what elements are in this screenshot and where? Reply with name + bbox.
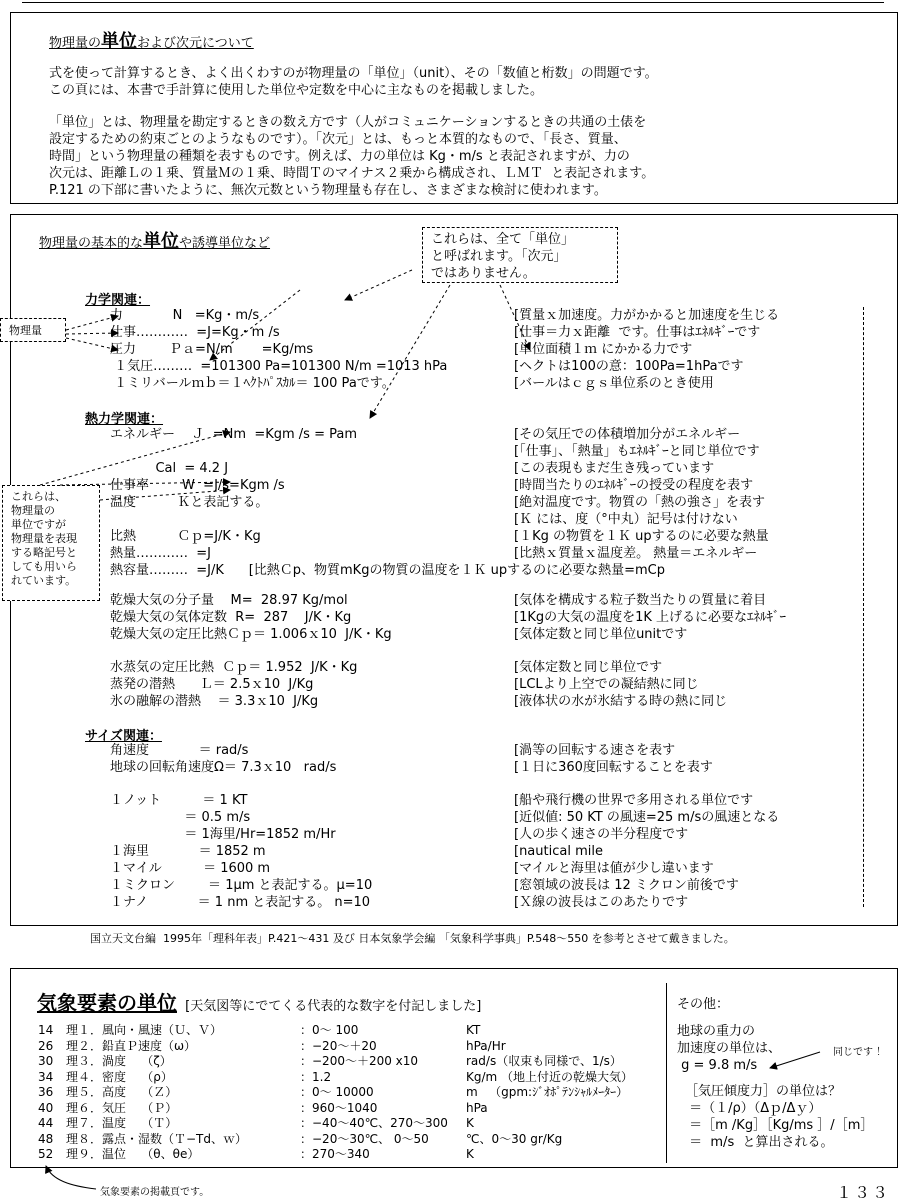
- meteo-item-page: 40: [38, 1100, 54, 1115]
- unit-row-left: 角速度 ＝ rad/s: [110, 743, 249, 758]
- unit-row-left: １ノット ＝ 1 KT: [110, 793, 248, 808]
- unit-row-right: [気体定数と同じ単位unitです: [514, 627, 688, 642]
- meteo-item-unit: ℃、0〜30 gr/Kg: [466, 1131, 563, 1146]
- meteo-item-range: ：0〜 10000: [300, 1085, 374, 1099]
- arrow-power: [60, 482, 230, 485]
- section-thermo: 熱力学関連：: [85, 412, 164, 427]
- meteo-item-label: 理７．温度 （Ｔ）: [66, 1116, 178, 1130]
- unit-row-right: [人の歩く速さの半分程度です: [514, 827, 689, 842]
- meteo-item-page: 48: [38, 1131, 54, 1146]
- unit-row-right: [液体状の水が氷結する時の熱に同じ: [514, 694, 728, 709]
- arrow-to-pa: [210, 290, 300, 360]
- unit-row-right: [Ｘ線の波長はこのあたりです: [514, 895, 689, 910]
- meteo-item-page: 34: [38, 1069, 54, 1084]
- callout-abbrev: これらは、 物理量の 単位ですが 物理量を表現 する略記号と しても用いら れています。: [2, 485, 100, 601]
- unit-row-right: [質量ｘ加速度。力がかかると加速度を生じる: [514, 308, 780, 323]
- meteo-item-unit: K: [466, 1116, 474, 1130]
- unit-row-left: 乾燥大気の定圧比熱Ｃｐ＝ 1.006ｘ10 J/K・Kg: [110, 627, 392, 642]
- page-number: １３３: [836, 1183, 891, 1202]
- arrow-temp: [100, 490, 230, 500]
- unit-row-right: [船や飛行機の世界で多用される単位です: [514, 793, 754, 808]
- unit-row-right: [nautical mile: [514, 844, 603, 859]
- meteo-item-unit: Kg/m （地上付近の乾燥大気）: [466, 1069, 634, 1084]
- arrow-same: [770, 1052, 820, 1068]
- pgf-note: ［気圧傾度力］の単位は？ ＝（１/ρ）（Δｐ/Δｙ） ＝［m /Kg］［Kg/ms ］/［m］ ＝ m/s と算出される。: [685, 1084, 874, 1150]
- section-size: サイズ関連：: [85, 729, 162, 744]
- intro-para-7: P.121 の下部に書いたように、無次元数という物理量も存在し、さまざまな検討に使われます。: [49, 183, 607, 198]
- unit-row-right: [１日に360度回転することを表す: [514, 760, 713, 775]
- meteo-item-page: 36: [38, 1085, 54, 1099]
- unit-row-left: １気圧……… =101300 Pa=101300 N/m =1013 hPa: [110, 359, 448, 374]
- meteo-item-page: 26: [38, 1038, 54, 1053]
- meteo-item-label: 理４．密度 （ρ）: [66, 1069, 173, 1084]
- units-title-big: 単位: [143, 231, 180, 252]
- unit-row-left: 氷の融解の潜熱 ＝ 3.3ｘ10 J/Kg: [110, 694, 319, 709]
- unit-row-left: １ミクロン ＝ 1μm と表記する。μ=10: [110, 878, 373, 893]
- meteo-subtitle: [天気図等にでてくる代表的な数字を付記しました]: [185, 999, 482, 1014]
- intro-para-4: 設定するための約束ごとのようなものです）。「次元」とは、もっと本質的なもので、「長さ、質量、: [49, 132, 627, 147]
- meteo-item-unit: hPa/Hr: [466, 1038, 506, 1053]
- meteo-item-label: 理２．鉛直Ｐ速度（ω）: [66, 1038, 197, 1053]
- meteo-item-range: ：270〜340: [300, 1147, 370, 1161]
- meteo-item-range: ：−200〜＋200 x10: [300, 1054, 419, 1068]
- unit-row-right: [近似値: 50 KT の風速=25 m/sの風速となる: [514, 810, 780, 825]
- meteo-item-range: ：1.2: [300, 1069, 332, 1084]
- unit-row-left: 熱量………… =J: [110, 546, 211, 561]
- unit-row-right: [渦等の回転する速さを表す: [514, 743, 676, 758]
- other-title: その他：: [677, 997, 730, 1012]
- section-mechanics: 力学関連：: [85, 293, 151, 308]
- unit-row-right: [絶対温度です。物質の「熱の強さ」を表す: [514, 495, 766, 510]
- arrow-work: [66, 333, 118, 334]
- unit-row-right: [１Kg の物質を１Ｋ upするのに必要な熱量: [514, 529, 769, 544]
- unit-row-right: [「仕事」、「熱量」もｴﾈﾙｷﾞｰと同じ単位です: [514, 444, 760, 459]
- callout-quantity: 物理量: [0, 318, 66, 342]
- meteo-item-label: 理６．気圧 （Ｐ）: [66, 1100, 178, 1115]
- arrow-to-unit-square: [500, 285, 530, 350]
- meteo-item-range: ：960〜1040: [300, 1100, 378, 1115]
- arrow-page-ref: [46, 1166, 96, 1189]
- unit-row-right: [1Kgの大気の温度を1K 上げるに必要なｴﾈﾙｷﾞｰ: [514, 610, 787, 625]
- meteo-title: 気象要素の単位: [37, 991, 177, 1015]
- meteo-item-label: 理８．露点・湿数（Ｔ−Td、ｗ）: [66, 1131, 248, 1146]
- unit-row-right: [比熱ｘ質量ｘ温度差。 熱量＝エネルギー: [514, 546, 758, 561]
- unit-row-left: 乾燥大気の分子量 M= 28.97 Kg/mol: [110, 593, 348, 608]
- unit-row-left: エネルギー Ｊ =Nm =Kgm /s = Pam: [110, 427, 358, 442]
- meteo-item-range: ：−20〜＋20: [300, 1038, 377, 1053]
- unit-row-left: 地球の回転角速度Ω＝ 7.3ｘ10 rad/s: [110, 760, 337, 775]
- meteo-item-page: 30: [38, 1054, 54, 1068]
- unit-row-left: 温度 Ｋと表記する。: [110, 495, 269, 510]
- arrow-energy: [40, 432, 230, 485]
- unit-row-left: 仕事………… =J=Kg・m /s: [110, 325, 280, 340]
- meteo-item-unit: m （gpm:ｼﾞｵﾎﾟﾃﾝｼｬﾙﾒｰﾀｰ）: [466, 1085, 629, 1099]
- intro-para-2: この頁には、本書で手計算に使用した単位や定数を中心に主なものを掲載しました。: [49, 83, 544, 98]
- meteo-item-unit: hPa: [466, 1100, 488, 1115]
- intro-para-3: 「単位」とは、物理量を勘定するときの数え方です（人がコミュニケーションするときの共通の土俵を: [49, 115, 647, 130]
- unit-row-right: [仕事＝力ｘ距離 です。仕事はｴﾈﾙｷﾞｰです: [514, 325, 761, 340]
- page-ref-note: 気象要素の掲載頁です。: [100, 1187, 210, 1198]
- unit-row-right: [窓領域の波長は 12 ミクロン前後です: [514, 878, 739, 893]
- meteo-item-unit: K: [466, 1147, 474, 1161]
- unit-row-left: ＝ 0.5 m/s: [110, 810, 251, 825]
- arrow-force: [66, 316, 118, 330]
- arrow-to-newton: [345, 270, 412, 300]
- meteo-item-page: 14: [38, 1023, 54, 1037]
- units-title-pre: 物理量の基本的な: [39, 236, 144, 251]
- intro-title-big: 単位: [101, 31, 138, 52]
- unit-row-left: 力 N =Kg・m/s: [110, 308, 260, 323]
- unit-row-left: １ナノ ＝ 1 nm と表記する。 n=10: [110, 895, 371, 910]
- unit-row-right: [LCLより上空での凝結熱に同じ: [514, 677, 699, 692]
- unit-row-right: [ヘクトは100の意：100Pa=1hPaです: [514, 359, 744, 374]
- gravity-note: 地球の重力の 加速度の単位は、 g = 9.8 m/s: [677, 1024, 782, 1073]
- unit-row-left: ＝ 1海里/Hr=1852 m/Hr: [110, 827, 336, 842]
- intro-para-6: 次元は、距離Ｌの１乗、質量Ｍの１乗、時間Ｔのマイナス２乗から構成され、ＬＭＴ と表記されます。: [49, 166, 655, 181]
- source-note: 国立天文台編 1995年「理科年表」P.421〜431 及び 日本気象学会編 「気象科学事典」P.548〜550 を参考とさせて戴きました。: [90, 932, 735, 945]
- intro-title-post: および次元について: [137, 36, 254, 51]
- unit-row-left: 比熱 Ｃｐ=J/K・Kg: [110, 529, 261, 544]
- unit-row-left: 熱容量……… =J/K [比熱Ｃp、物質mKgの物質の温度を１Ｋ upするのに必要な熱量=mCp: [110, 563, 665, 578]
- unit-row-right: [マイルと海里は値が少し違います: [514, 861, 714, 876]
- intro-para-5: 時間」という物理量の種類を表すものです。例えば、力の単位は Kg・m/s と表記されますが、力の: [49, 149, 630, 164]
- meteo-item-range: ：−40〜40℃、270〜300: [300, 1116, 448, 1130]
- unit-row-left: 乾燥大気の気体定数 R= 287 J/K・Kg: [110, 610, 352, 625]
- unit-row-left: 圧力 Ｐａ=N/m =Kg/ms: [110, 342, 314, 357]
- units-title-post: や誘導単位など: [179, 236, 271, 251]
- meteo-item-label: 理１．風向・風速（Ｕ、Ｖ）: [66, 1023, 223, 1037]
- meteo-item-unit: KT: [466, 1023, 481, 1037]
- same-note: 同じです ！: [833, 1047, 887, 1058]
- unit-row-left: Cal = 4.2 J: [110, 461, 229, 476]
- unit-row-right: [気体を構成する粒子数当たりの質量に着目: [514, 593, 767, 608]
- meteo-item-label: 理９．温位 （θ、θe）: [66, 1147, 200, 1161]
- intro-para-1: 式を使って計算するとき、よく出くわすのが物理量の「単位」（unit）、その「数値と桁数」の問題です。: [49, 66, 658, 81]
- unit-row-right: [気体定数と同じ単位です: [514, 660, 663, 675]
- callout-units: これらは、全て「単位」 と呼ばれます。「次元」 ではありません。: [422, 227, 618, 283]
- unit-row-right: [時間当たりのｴﾈﾙｷﾞｰの授受の程度を表す: [514, 478, 754, 493]
- unit-row-left: 仕事率 W =J/s=Kgm /s: [110, 478, 285, 493]
- arrow-pressure: [66, 338, 118, 350]
- unit-row-left: 水蒸気の定圧比熱 Ｃｐ＝ 1.952 J/K・Kg: [110, 660, 358, 675]
- meteo-item-page: 44: [38, 1116, 54, 1130]
- arrow-to-joule: [370, 285, 450, 418]
- unit-row-right: [その気圧での体積増加分がエネルギー: [514, 427, 741, 442]
- intro-title-pre: 物理量の: [49, 36, 102, 51]
- meteo-item-label: 理５．高度 （Ｚ）: [66, 1085, 178, 1099]
- unit-row-left: １マイル ＝ 1600 m: [110, 861, 271, 876]
- unit-row-left: １海里 ＝ 1852 m: [110, 844, 266, 859]
- bottom-arrows: [0, 960, 900, 1200]
- meteo-item-label: 理３．渦度 （ζ）: [66, 1054, 172, 1068]
- meteo-item-range: ：0〜 100: [300, 1023, 359, 1037]
- meteo-item-range: ：−20〜30℃、 0〜50: [300, 1131, 429, 1146]
- unit-row-right: [バールはｃｇｓ単位系のとき使用: [514, 376, 714, 391]
- unit-row-left: 蒸発の潜熱 Ｌ＝ 2.5ｘ10 J/Kg: [110, 677, 314, 692]
- meteo-item-page: 52: [38, 1147, 54, 1161]
- unit-row-right: [Ｋ には、度（°中丸）記号は付けない: [514, 512, 738, 527]
- unit-row-right: [単位面積１ｍ にかかる力です: [514, 342, 693, 357]
- meteo-item-unit: rad/s（収束も同様で、1/s）: [466, 1054, 622, 1068]
- unit-row-right: [この表現もまだ生き残っています: [514, 461, 715, 476]
- unit-row-left: １ミリバールｍｂ＝１ﾍｸﾄﾊﾟｽｶﾙ＝ 100 Paです。: [110, 376, 395, 391]
